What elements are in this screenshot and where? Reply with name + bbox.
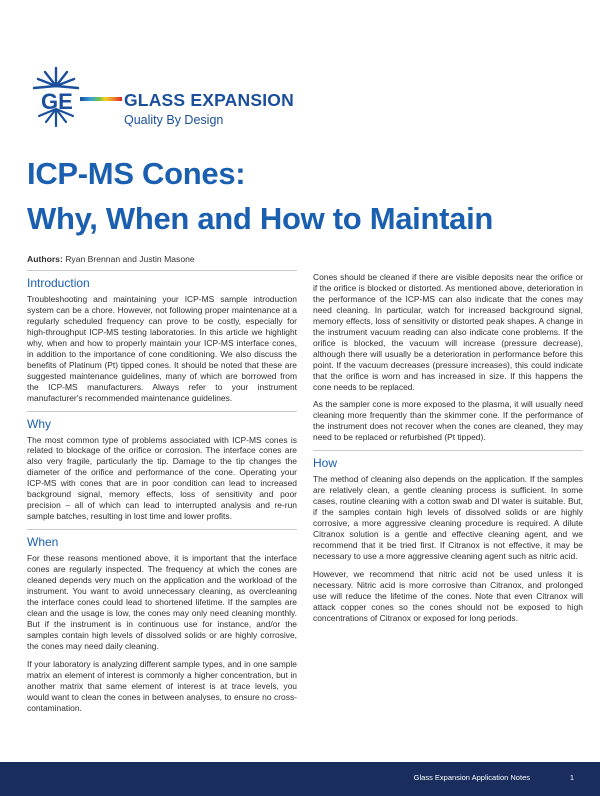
section-heading-why: Why xyxy=(27,411,297,431)
authors-label: Authors: xyxy=(27,254,63,264)
spectrum-bar-icon xyxy=(80,97,122,101)
section-heading-introduction: Introduction xyxy=(27,270,297,290)
starburst-icon xyxy=(34,68,78,88)
page-title-line1: ICP-MS Cones: xyxy=(27,156,246,191)
when-paragraph-2: If your laboratory is analyzing different sample types, and in one sample matrix an element of interest is commonly a higher concentration, but in another matrix that same element of interest is at trace levels, you would want to clean the cones in between analyses, to ensure no cross-contamination. xyxy=(27,658,297,713)
authors-line xyxy=(27,254,195,264)
page-title-line2: Why, When and How to Maintain xyxy=(27,201,494,236)
left-column xyxy=(27,270,297,721)
section-heading-how: How xyxy=(313,450,583,470)
why-paragraph: The most common type of problems associated with ICP-MS cones is related to blockage of the orifice or corrosion. The interface cones are also very fragile, particularly the tip. Damage to the tip changes the diameter of the orifice and performance of the cone. Operating your ICP-MS with cones that are in poor condition can lead to increased background signal, memory effects, loss of sensitivity and poor precision – all of which can lead to interrupted analysis and re-run sample batches, resulting in lost time and lower profits. xyxy=(27,434,297,522)
how-paragraph-1: The method of cleaning also depends on the application. If the samples are relatively clean, a gentle cleaning process is sufficient. In some cases, routine cleaning with a cotton swab and DI water is suitable. But, if the samples contain high levels of dissolved solids or are highly corrosive, a more aggressive cleaning procedure is required. A dilute Citranox solution is a gentle and effective cleaning agent, and we recommend that it be tried first. If Citranox is not effective, it may be necessary to use a more aggressive cleaning agent such as nitric acid. xyxy=(313,474,583,561)
cleaning-signs-paragraph: Cones should be cleaned if there are visible deposits near the orifice or if the orifice is blocked or distorted. As mentioned above, deterioration in the performance of the ICP-MS can also indicate that the cones may need cleaning. In particular, watch for increased background signal, memory effects, loss of sensitivity or distorted peak shapes. A change in the instrument vacuum reading can also indicate cone problems. If the orifice is blocked, the vacuum will increase (pressure decrease), although there will usually be a deterioration in performance before this point. If the vacuum decreases (pressure increases), this could indicate that the orifice is worn and has increased in size. If this happens the cone needs to be replaced. xyxy=(313,272,583,392)
authors-names: Ryan Brennan and Justin Masone xyxy=(65,254,195,264)
how-paragraph-2: However, we recommend that nitric acid not be used unless it is necessary. Nitric acid is more corrosive than Citranox, and prolonged use will reduce the lifetime of the cones. Note that even Citranox will attack copper cones so the cones should not be exposed to high concentrations of Citranox or exposed for long periods. xyxy=(313,568,583,623)
right-column xyxy=(313,272,583,631)
page-footer xyxy=(0,762,600,796)
logo-monogram: GE xyxy=(41,89,73,114)
sampler-cone-paragraph: As the sampler cone is more exposed to the plasma, it will usually need cleaning more frequently than the skimmer cone. If the performance of the instrument does not recover when the cones are cleaned, they may need to be replaced or refurbished (Pt tipped). xyxy=(313,399,583,443)
brand-name: GLASS EXPANSION xyxy=(124,90,294,110)
section-heading-when: When xyxy=(27,529,297,549)
footer-label: Glass Expansion Application Notes xyxy=(413,773,530,782)
introduction-paragraph: Troubleshooting and maintaining your ICP-MS sample introduction system can be a chore. However, not following proper maintenance at a regularly scheduled frequency can prove to be costly, especially for high-throughput ICP-MS testing laboratories. In this article we highlight why, when and how to properly maintain your ICP-MS interface cones, in addition to the importance of cone conditioning. We also discuss the benefits of Platinum (Pt) tipped cones. It should be noted that these are suggested maintenance guidelines, many of which are borrowed from the ICP-MS manufacturers. Always refer to your instrument manufacturer's recommended maintenance guidelines. xyxy=(27,294,297,403)
page-number: 1 xyxy=(569,773,574,782)
when-paragraph-1: For these reasons mentioned above, it is important that the interface cones are regularly inspected. The frequency at which the cones are cleaned depends very much on the application and the workload of the instrument. You want to avoid unnecessary cleaning, as overcleaning the interface cones could lead to shortened lifetime. If the samples are clean and the usage is low, the cones may only need cleaning monthly. But if the instrument is in continuous use for instance, and/or the samples contain high levels of dissolved solids or are highly corrosive, the cones may need daily cleaning. xyxy=(27,553,297,651)
brand-tagline: Quality By Design xyxy=(124,113,224,127)
